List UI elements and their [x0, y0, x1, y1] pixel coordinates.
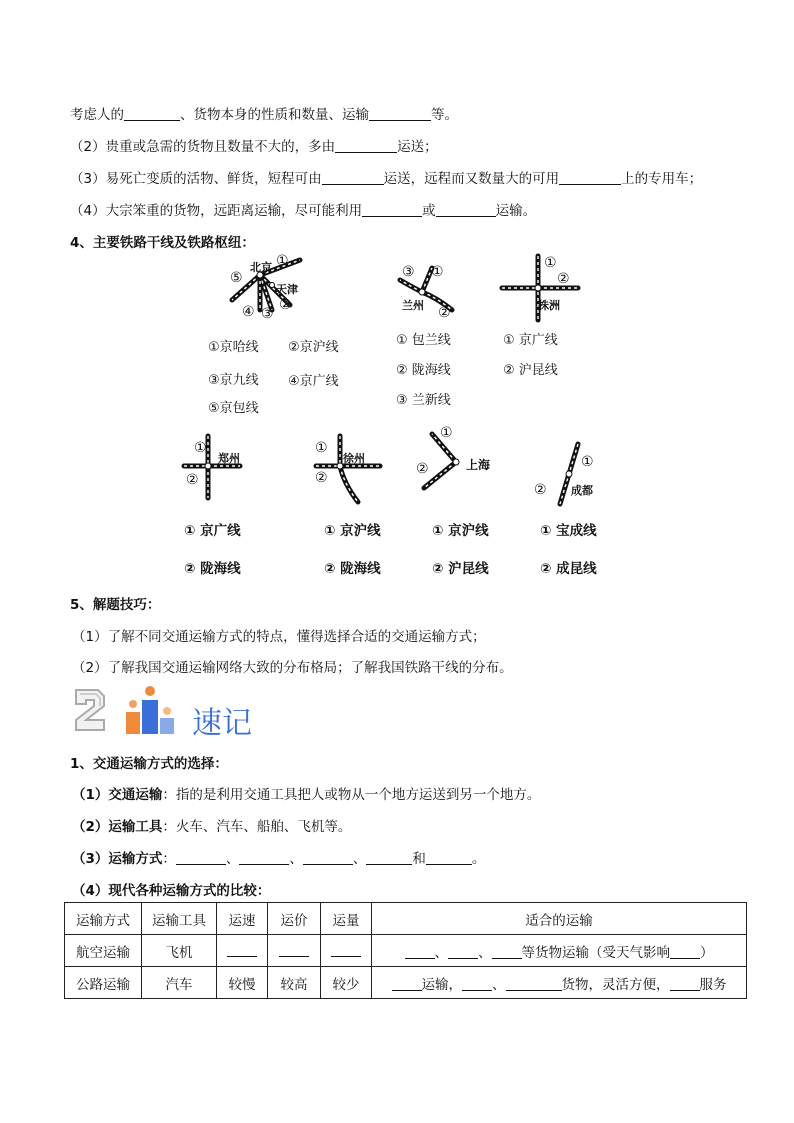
blank [426, 850, 472, 865]
railway-line-label: ②京沪线 [288, 340, 339, 355]
blank [124, 106, 180, 121]
table-cell: 汽车 [142, 967, 217, 999]
sep: ： [162, 851, 176, 867]
text: 货物，灵活方便， [561, 976, 670, 993]
blank [506, 976, 562, 991]
sep: 、 [289, 851, 303, 867]
line-number: ⑤ [230, 270, 243, 286]
table-cell: 较高 [268, 967, 321, 999]
section-number-2-icon [70, 682, 110, 736]
text: （4）大宗笨重的货物，远距离运输，尽可能利用 [70, 203, 363, 219]
line-number: ① [581, 454, 594, 470]
fill-line-3 [70, 167, 702, 187]
city-label-tianjin: 天津 [276, 283, 298, 296]
text: 、 [478, 944, 492, 961]
table-header: 运输方式 [65, 903, 142, 935]
table-header: 适合的运输 [372, 903, 747, 935]
blank [362, 202, 422, 217]
table-row [65, 935, 747, 967]
blank [405, 944, 435, 959]
table-header: 运价 [268, 903, 321, 935]
line-number: ③ [261, 306, 274, 322]
memo-title: 1、交通运输方式的选择： [70, 756, 228, 772]
tip-item: （1）了解不同交通运输方式的特点，懂得选择合适的交通运输方式； [72, 629, 486, 645]
table-header: 运量 [321, 903, 372, 935]
table-header: 运输工具 [142, 903, 217, 935]
memo-item-3 [72, 847, 485, 867]
city-label-beijing: 北京 [250, 261, 272, 274]
city-label-lanzhou: 兰州 [402, 299, 424, 312]
line-number: ② [534, 482, 547, 498]
blank [492, 944, 522, 959]
memo-label: （3）运输方式 [72, 851, 163, 867]
blank [331, 942, 361, 957]
railway-line-label: ② 陇海线 [184, 561, 241, 577]
railway-line-label: ② 沪昆线 [432, 561, 489, 577]
railway-line-label: ② 陇海线 [324, 561, 381, 577]
railway-line-label: ① 京广线 [184, 523, 241, 539]
railway-line-label: ③ 兰新线 [396, 393, 451, 408]
city-label-xuzhou: 徐州 [343, 452, 365, 465]
fill-line-1 [70, 103, 458, 123]
blank [448, 944, 478, 959]
city-label-zhuzhou: 株洲 [538, 299, 560, 312]
line-number: ④ [242, 304, 255, 320]
text: 等。 [431, 107, 458, 123]
text: 上的专用车； [621, 171, 703, 187]
text: 、 [492, 976, 506, 993]
city-label-shanghai: 上海 [466, 458, 491, 472]
railway-line-label: ② 沪昆线 [503, 363, 558, 378]
table-cell [372, 967, 747, 999]
line-number: ① [544, 255, 557, 271]
text: 、 [434, 944, 448, 961]
sep: 、 [352, 851, 367, 867]
railway-line-label: ① 包兰线 [396, 333, 451, 348]
sep: 和 [412, 851, 426, 867]
podium-icon [122, 684, 180, 736]
memo-item-4: （4）现代各种运输方式的比较： [72, 883, 271, 899]
section-title-tips: 5、解题技巧： [70, 597, 161, 613]
zhuzhou-hub-map [496, 252, 584, 324]
zhengzhou-hub-map [180, 432, 244, 502]
blank [392, 976, 422, 991]
line-number: ① [440, 425, 453, 441]
memo-label: （1）交通运输 [72, 787, 163, 803]
table-cell: 飞机 [142, 935, 217, 967]
fill-line-2 [70, 135, 438, 155]
table-cell [321, 935, 372, 967]
memo-item-2 [72, 815, 351, 835]
line-number: ① [315, 440, 328, 456]
blank [227, 942, 257, 957]
text: 、货物本身的性质和数量、运输 [180, 107, 369, 123]
blank [366, 850, 412, 865]
railway-line-label: ① 宝成线 [540, 523, 597, 539]
text: 或 [422, 203, 436, 219]
blank [176, 850, 226, 865]
railway-line-label: ④京广线 [288, 374, 339, 389]
memo-label: （2）运输工具 [72, 819, 163, 835]
text: （2）贵重或急需的货物且数量不大的，多由 [70, 139, 336, 155]
railway-line-label: ① 京沪线 [324, 523, 381, 539]
memo-text: ：火车、汽车、船舶、飞机等。 [162, 819, 352, 835]
railway-line-label: ① 京沪线 [432, 523, 489, 539]
blank [335, 138, 397, 153]
table-cell: 航空运输 [65, 935, 142, 967]
blank [239, 850, 289, 865]
fill-line-4 [70, 199, 536, 219]
line-number: ② [279, 297, 292, 313]
sep: 、 [225, 851, 240, 867]
line-number: ① [194, 440, 207, 456]
text: ） [700, 944, 714, 961]
railway-line-label: ⑤京包线 [208, 401, 259, 416]
table-cell: 较少 [321, 967, 372, 999]
text: 考虑人的 [70, 107, 124, 123]
railway-line-label: ① 京广线 [503, 333, 558, 348]
table-cell [372, 935, 747, 967]
blank [369, 106, 431, 121]
sep: 。 [471, 851, 486, 867]
blank [670, 944, 700, 959]
table-row [65, 967, 747, 999]
line-number: ① [276, 253, 289, 269]
blank [670, 976, 700, 991]
text: 运输。 [495, 203, 537, 219]
line-number: ② [186, 472, 199, 488]
railway-line-label: ①京哈线 [208, 340, 259, 355]
table-cell: 公路运输 [65, 967, 142, 999]
line-number: ② [438, 305, 451, 321]
banner-title: 速记 [192, 706, 252, 741]
line-number: ② [557, 271, 570, 287]
blank [559, 170, 621, 185]
blank [462, 976, 492, 991]
text: 服务 [699, 976, 727, 993]
blank [322, 170, 384, 185]
tip-item: （2）了解我国交通运输网络大致的分布格局；了解我国铁路干线的分布。 [72, 660, 513, 676]
line-number: ③ [402, 264, 415, 280]
transport-comparison-table [64, 902, 747, 999]
blank [279, 942, 309, 957]
text: 等货物运输（受天气影响 [521, 944, 670, 961]
line-number: ② [315, 470, 328, 486]
blank [436, 202, 496, 217]
memo-item-1 [72, 783, 540, 803]
table-cell [268, 935, 321, 967]
line-number: ① [431, 264, 444, 280]
blank [303, 850, 353, 865]
section-title-railways: 4、主要铁路干线及铁路枢纽： [70, 235, 255, 251]
table-header: 运速 [217, 903, 268, 935]
text: 运送； [397, 139, 438, 155]
table-header-row [65, 903, 747, 935]
table-cell [217, 935, 268, 967]
line-number: ② [416, 461, 429, 477]
memo-text: ：指的是利用交通工具把人或物从一个地方运送到另一个地方。 [162, 787, 541, 803]
railway-line-label: ③京九线 [208, 373, 259, 388]
city-label-zhengzhou: 郑州 [218, 452, 240, 465]
railway-line-label: ② 陇海线 [396, 363, 451, 378]
text: 运送，远程而又数量大的可用 [383, 171, 560, 187]
railway-line-label: ② 成昆线 [540, 561, 597, 577]
table-cell: 较慢 [217, 967, 268, 999]
text: （3）易死亡变质的活物、鲜货，短程可由 [70, 171, 322, 187]
city-label-chengdu: 成都 [571, 484, 593, 497]
text: 运输， [421, 976, 462, 993]
